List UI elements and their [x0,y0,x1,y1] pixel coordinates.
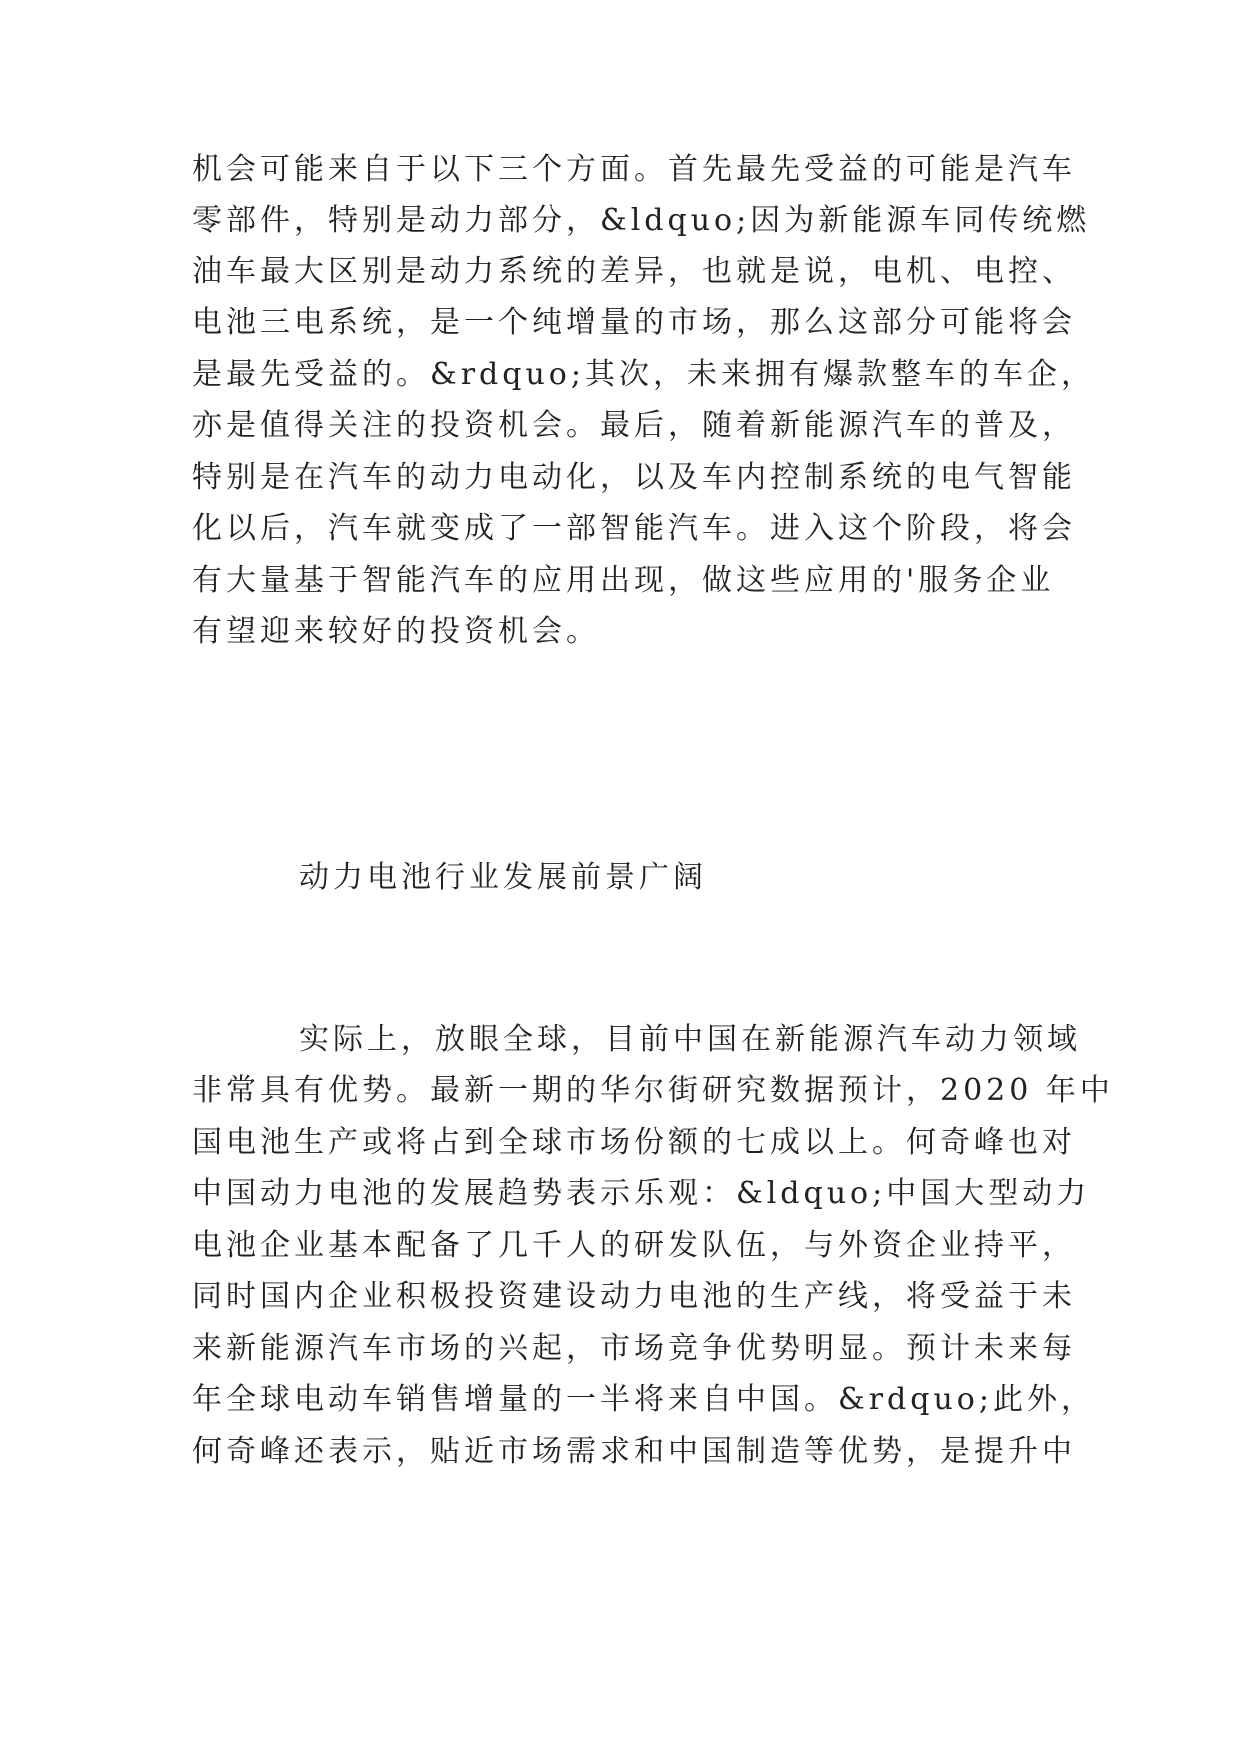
paragraph-line: 亦是值得关注的投资机会。最后，随着新能源汽车的普及， [192,408,1076,443]
paragraph-line: 零部件，特别是动力部分，&ldquo;因为新能源车同传统燃 [192,203,1091,238]
paragraph-line: 特别是在汽车的动力电动化，以及车内控制系统的电气智能 [192,460,1076,495]
paragraph-line: 同时国内企业积极投资建设动力电池的生产线，将受益于未 [192,1279,1076,1314]
paragraph-line: 实际上，放眼全球，目前中国在新能源汽车动力领域 [299,1022,1081,1057]
section-heading: 动力电池行业发展前景广阔 [299,860,707,895]
paragraph-line: 国电池生产或将占到全球市场份额的七成以上。何奇峰也对 [192,1125,1076,1160]
paragraph-line: 是最先受益的。&rdquo;其次，未来拥有爆款整车的车企， [192,357,1095,392]
paragraph-line: 年全球电动车销售增量的一半将来自中国。&rdquo;此外， [192,1382,1095,1417]
paragraph-line: 化以后，汽车就变成了一部智能汽车。进入这个阶段，将会 [192,511,1076,546]
paragraph-line: 中国动力电池的发展趋势表示乐观：&ldquo;中国大型动力 [192,1176,1091,1211]
paragraph-line: 来新能源汽车市场的兴起，市场竞争优势明显。预计未来每 [192,1331,1076,1366]
paragraph-line: 电池企业基本配备了几千人的研发队伍，与外资企业持平， [192,1228,1076,1263]
paragraph-line: 有望迎来较好的投资机会。 [192,614,600,649]
paragraph-line: 电池三电系统，是一个纯增量的市场，那么这部分可能将会 [192,305,1076,340]
paragraph-line: 有大量基于智能汽车的应用出现，做这些应用的'服务企业 [192,563,1055,598]
paragraph-line: 机会可能来自于以下三个方面。首先最先受益的可能是汽车 [192,152,1076,187]
paragraph-line: 油车最大区别是动力系统的差异，也就是说，电机、电控、 [192,254,1076,289]
paragraph-line: 何奇峰还表示，贴近市场需求和中国制造等优势，是提升中 [192,1434,1076,1469]
paragraph-line: 非常具有优势。最新一期的华尔街研究数据预计，2020 年中 [192,1073,1114,1108]
